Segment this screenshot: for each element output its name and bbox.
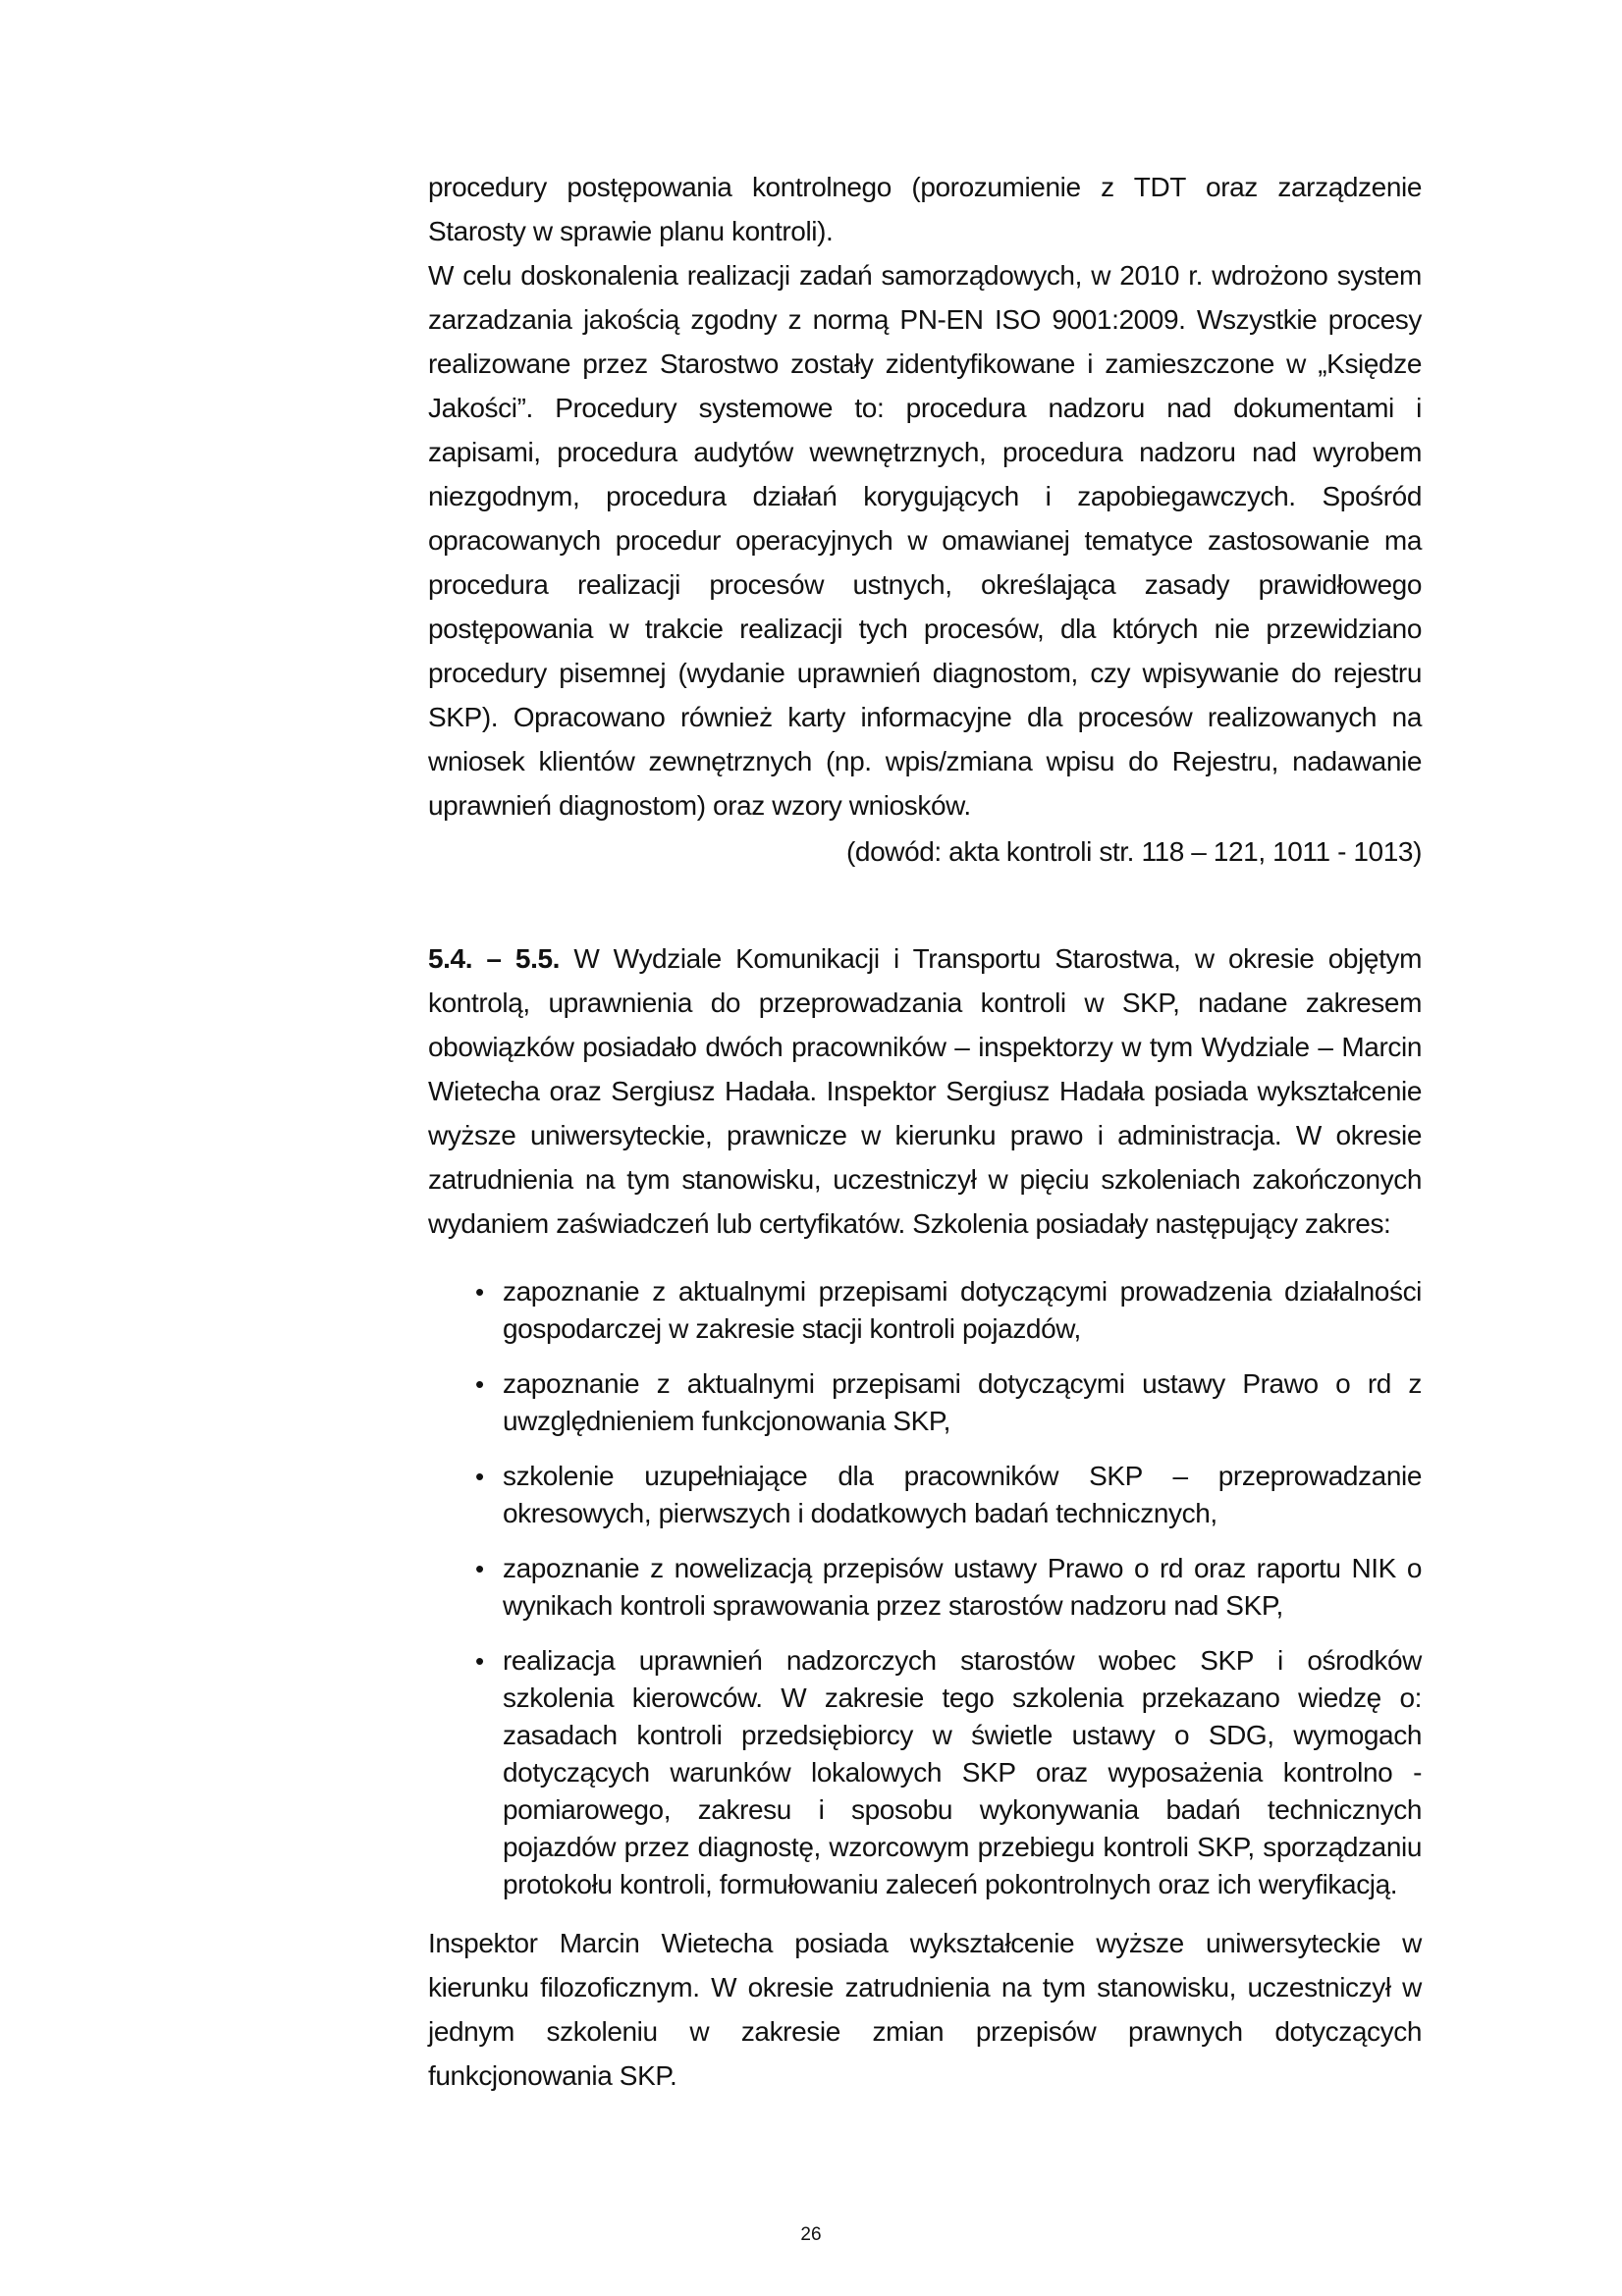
section-number: 5.4. – 5.5. (428, 943, 561, 974)
list-item (475, 1458, 1422, 1532)
training-list (428, 1273, 1422, 1903)
bullet-icon: • (475, 1462, 484, 1491)
page-number: 26 (800, 2224, 822, 2245)
list-item (475, 1273, 1422, 1348)
bullet-icon: • (475, 1277, 484, 1307)
bullet-icon: • (475, 1369, 484, 1399)
paragraph-procedures-intro: procedury postępowania kontrolnego (porozumienie z TDT oraz zarządzenie Starosty w sprawie planu kontroli). (428, 172, 1422, 246)
evidence-reference: (dowód: akta kontroli str. 118 – 121, 1011 - 1013) (845, 836, 1422, 867)
list-item-text: zapoznanie z aktualnymi przepisami dotyczącymi ustawy Prawo o rd z uwzględnieniem funkcjonowania SKP, (503, 1368, 1422, 1436)
list-item-text: zapoznanie z aktualnymi przepisami dotyczącymi prowadzenia działalności gospodarczej w zakresie stacji kontroli pojazdów, (503, 1276, 1422, 1344)
list-item-text: szkolenie uzupełniające dla pracowników SKP – przeprowadzanie okresowych, pierwszych i dodatkowych badań technicznych, (503, 1461, 1422, 1528)
list-item (475, 1365, 1422, 1440)
list-item-text: zapoznanie z nowelizacją przepisów ustawy Prawo o rd oraz raportu NIK o wynikach kontroli sprawowania przez starostów nadzoru nad SKP, (503, 1553, 1422, 1621)
section-5-4-5-5 (428, 936, 1422, 1246)
list-item-text: realizacja uprawnień nadzorczych starostów wobec SKP i ośrodków szkolenia kierowców. W zakresie tego szkolenia przekazano wiedzę o: zasadach kontroli przedsiębiorcy w świetle ustawy o SDG, wymogach dotyczących warunków lokalowych SKP oraz wyposażenia kontrolno - pomiarowego, zakresu i sposobu wykonywania badań technicznych pojazdów przez diagnostę, wzorcowym przebiegu kontroli SKP, sporządzaniu protokołu kontroli, formułowaniu zaleceń pokontrolnych oraz ich weryfikacją. (503, 1645, 1422, 1899)
document-page (428, 165, 1422, 2125)
list-item (475, 1550, 1422, 1625)
paragraph-quality-system: W celu doskonalenia realizacji zadań samorządowych, w 2010 r. wdrożono system zarzadzania jakością zgodny z normą PN-EN ISO 9001:2009. Wszystkie procesy realizowane przez Starostwo zostały zidentyfikowane i zamieszczone w „Księdze Jakości”. Procedury systemowe to: procedura nadzoru nad dokumentami i zapisami, procedura audytów wewnętrznych, procedura nadzoru nad wyrobem niezgodnym, procedura działań korygujących i zapobiegawczych. Spośród opracowanych procedur operacyjnych w omawianej tematyce zastosowanie ma procedura realizacji procesów ustnych, określająca zasady prawidłowego postępowania w trakcie realizacji tych procesów, dla których nie przewidziano procedury pisemnej (wydanie uprawnień diagnostom, czy wpisywanie do rejestru SKP). Opracowano również karty informacyjne dla procesów realizowanych na wniosek klientów zewnętrznych (np. wpis/zmiana wpisu do Rejestru, nadawanie uprawnień diagnostom) oraz wzory wniosków. (428, 260, 1422, 821)
bullet-icon: • (475, 1554, 484, 1583)
section-text: W Wydziale Komunikacji i Transportu Starostwa, w okresie objętym kontrolą, uprawnienia do przeprowadzania kontroli w SKP, nadane zakresem obowiązków posiadało dwóch pracowników – inspektorzy w tym Wydziale – Marcin Wietecha oraz Sergiusz Hadała. Inspektor Sergiusz Hadała posiada wykształcenie wyższe uniwersyteckie, prawnicze w kierunku prawo i administracja. W okresie zatrudnienia na tym stanowisku, uczestniczył w pięciu szkoleniach zakończonych wydaniem zaświadczeń lub certyfikatów. Szkolenia posiadały następujący zakres: (428, 943, 1423, 1239)
list-item (475, 1642, 1422, 1903)
paragraph-second-inspector: Inspektor Marcin Wietecha posiada wykształcenie wyższe uniwersyteckie w kierunku filozoficznym. W okresie zatrudnienia na tym stanowisku, uczestniczył w jednym szkoleniu w zakresie zmian przepisów prawnych dotyczących funkcjonowania SKP. (428, 1928, 1422, 2091)
bullet-icon: • (475, 1646, 484, 1676)
